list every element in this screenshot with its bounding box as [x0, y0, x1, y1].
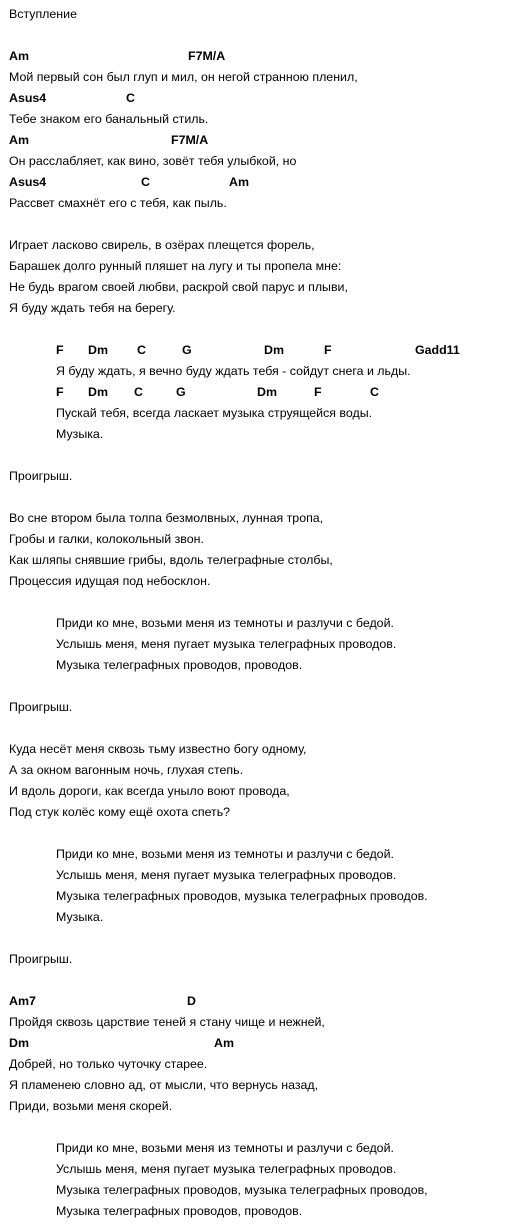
lyric-line	[0, 739, 529, 760]
chord-line	[0, 340, 529, 361]
lyric-line	[0, 424, 529, 445]
chord-line	[0, 46, 529, 67]
chord-label: Dm	[257, 385, 277, 399]
chord-label: Gadd11	[415, 343, 460, 357]
chord-label: Am	[229, 175, 249, 189]
lyric-line	[0, 1180, 529, 1201]
lyric-text: Я буду ждать, я вечно буду ждать тебя - сойдут снега и льды.	[56, 364, 411, 378]
lyric-line	[0, 781, 529, 802]
chord-line	[0, 130, 529, 151]
blank-line	[0, 928, 529, 949]
lyric-text: Проигрыш.	[9, 700, 73, 714]
lyric-text: Проигрыш.	[9, 952, 73, 966]
lyric-line	[0, 907, 529, 928]
chord-label: F	[314, 385, 322, 399]
lyric-text: Пускай тебя, всегда ласкает музыка струящейся воды.	[56, 406, 373, 420]
lyric-text: Приди ко мне, возьми меня из темноты и разлучи с бедой.	[56, 616, 394, 630]
lyric-line	[0, 67, 529, 88]
lyric-line	[0, 277, 529, 298]
lyric-line	[0, 466, 529, 487]
chord-line	[0, 991, 529, 1012]
chord-label: C	[134, 385, 143, 399]
lyric-text: Добрей, но только чуточку старее.	[9, 1057, 208, 1071]
lyric-text: Музыка.	[56, 427, 104, 441]
lyric-line	[0, 235, 529, 256]
lyric-line	[0, 802, 529, 823]
lyric-line	[0, 697, 529, 718]
blank-line	[0, 823, 529, 844]
chord-label: Dm	[9, 1036, 29, 1050]
lyric-text: Услышь меня, меня пугает музыка телеграфных проводов.	[56, 637, 397, 651]
chord-label: F7M/A	[171, 133, 209, 147]
lyric-text: Проигрыш.	[9, 469, 73, 483]
lyric-line	[0, 760, 529, 781]
chord-label: C	[126, 91, 135, 105]
chord-label: C	[141, 175, 150, 189]
lyric-line	[0, 1201, 529, 1222]
lyric-text: Куда несёт меня сквозь тьму известно богу одному,	[9, 742, 307, 756]
lyric-line	[0, 949, 529, 970]
lyric-text: Вступление	[9, 7, 77, 21]
lyric-text: Музыка телеграфных проводов, проводов.	[56, 1204, 303, 1218]
lyric-text: Процессия идущая под небосклон.	[9, 574, 211, 588]
lyric-line	[0, 529, 529, 550]
blank-line	[0, 445, 529, 466]
lyric-text: Пройдя сквозь царствие теней я стану чище и нежней,	[9, 1015, 325, 1029]
lyric-line	[0, 109, 529, 130]
lyric-text: Он расслабляет, как вино, зовёт тебя улыбкой, но	[9, 154, 297, 168]
lyric-text: Как шляпы снявшие грибы, вдоль телеграфные столбы,	[9, 553, 333, 567]
lyric-text: Музыка телеграфных проводов, музыка телеграфных проводов.	[56, 889, 428, 903]
chord-label: G	[176, 385, 186, 399]
lyric-text: Приди, возьми меня скорей.	[9, 1099, 173, 1113]
lyric-line	[0, 1138, 529, 1159]
chord-label: F	[56, 385, 64, 399]
lyric-text: Играет ласково свирель, в озёрах плещется форель,	[9, 238, 315, 252]
lyric-text: Я буду ждать тебя на берегу.	[9, 301, 176, 315]
chord-line	[0, 382, 529, 403]
lyric-text: Во сне втором была толпа безмолвных, лунная тропа,	[9, 511, 324, 525]
lyric-line	[0, 634, 529, 655]
blank-line	[0, 718, 529, 739]
blank-line	[0, 592, 529, 613]
lyric-text: И вдоль дороги, как всегда уныло воют провода,	[9, 784, 290, 798]
blank-line	[0, 970, 529, 991]
lyric-line	[0, 613, 529, 634]
blank-line	[0, 676, 529, 697]
lyric-text: А за окном вагонным ночь, глухая степь.	[9, 763, 244, 777]
lyric-text: Тебе знаком его банальный стиль.	[9, 112, 209, 126]
chord-label: Am7	[9, 994, 36, 1008]
lyric-line	[0, 571, 529, 592]
chord-label: C	[137, 343, 146, 357]
lyric-text: Барашек долго рунный пляшет на лугу и ты пропела мне:	[9, 259, 342, 273]
lyric-line	[0, 886, 529, 907]
lyric-line	[0, 193, 529, 214]
chord-label: D	[187, 994, 196, 1008]
lyric-line	[0, 1012, 529, 1033]
lyric-text: Услышь меня, меня пугает музыка телеграфных проводов.	[56, 1162, 397, 1176]
lyric-text: Под стук колёс кому ещё охота спеть?	[9, 805, 231, 819]
lyric-text: Рассвет смахнёт его с тебя, как пыль.	[9, 196, 227, 210]
chord-line	[0, 1033, 529, 1054]
lyric-line	[0, 1054, 529, 1075]
chord-label: Asus4	[9, 91, 47, 105]
lyric-line	[0, 508, 529, 529]
chord-label: F	[56, 343, 64, 357]
lyric-text: Музыка телеграфных проводов, проводов.	[56, 658, 303, 672]
lyric-line	[0, 361, 529, 382]
chord-label: G	[182, 343, 192, 357]
blank-line	[0, 1117, 529, 1138]
lyric-line	[0, 1159, 529, 1180]
chord-label: Dm	[88, 385, 108, 399]
lyric-text: Я пламенею словно ад, от мысли, что вернусь назад,	[9, 1078, 319, 1092]
blank-line	[0, 25, 529, 46]
lyric-line	[0, 4, 529, 25]
chord-label: C	[370, 385, 379, 399]
blank-line	[0, 319, 529, 340]
lyric-line	[0, 865, 529, 886]
lyric-line	[0, 298, 529, 319]
blank-line	[0, 214, 529, 235]
chord-line	[0, 88, 529, 109]
lyric-line	[0, 655, 529, 676]
lyric-line	[0, 1096, 529, 1117]
chord-label: Dm	[264, 343, 284, 357]
chord-label: Am	[9, 133, 29, 147]
chord-label: Am	[9, 49, 29, 63]
lyric-text: Музыка телеграфных проводов, музыка телеграфных проводов,	[56, 1183, 428, 1197]
lyric-line	[0, 844, 529, 865]
lyric-text: Приди ко мне, возьми меня из темноты и разлучи с бедой.	[56, 847, 394, 861]
lyric-text: Мой первый сон был глуп и мил, он негой странною пленил,	[9, 70, 358, 84]
lyric-text: Услышь меня, меня пугает музыка телеграфных проводов.	[56, 868, 397, 882]
chord-label: F	[324, 343, 332, 357]
lyric-line	[0, 1075, 529, 1096]
lyric-line	[0, 256, 529, 277]
blank-line	[0, 487, 529, 508]
chord-label: Asus4	[9, 175, 47, 189]
chord-line	[0, 172, 529, 193]
lyric-text: Не будь врагом своей любви, раскрой свой парус и плыви,	[9, 280, 348, 294]
lyric-text: Музыка.	[56, 910, 104, 924]
lyric-line	[0, 550, 529, 571]
lyric-line	[0, 403, 529, 424]
chord-label: F7M/A	[188, 49, 226, 63]
lyric-text: Приди ко мне, возьми меня из темноты и разлучи с бедой.	[56, 1141, 394, 1155]
lyric-text: Гробы и галки, колокольный звон.	[9, 532, 204, 546]
chord-label: Dm	[88, 343, 108, 357]
chord-label: Am	[214, 1036, 234, 1050]
lyric-line	[0, 151, 529, 172]
